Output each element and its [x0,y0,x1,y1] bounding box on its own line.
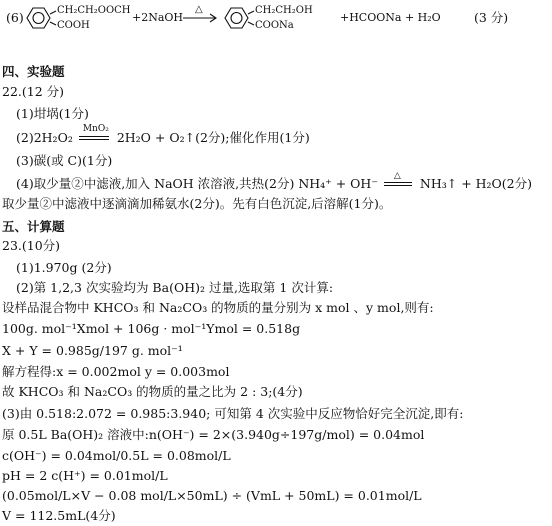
benzene-ring-reactant [27,8,56,28]
q22-l2-pre: (2)2H₂O₂ [16,130,73,145]
q22-l4-condition: △ [393,171,401,181]
q22-header: 22.(12 分) [2,84,65,99]
q22-l2-catalyst-arrow [77,124,113,146]
q23-line: 设样品混合物中 KHCO₃ 和 Na₂CO₃ 的物质的量分别为 x mol 、y mol,则有: [2,300,434,315]
q23-line: (3)由 0.518:2.072 = 0.985:3.940; 可知第 4 次实验中反应物恰好完全沉淀,即有: [2,406,464,421]
q6-reactant-sub2: COOH [57,20,90,31]
q22-line-2 [16,124,310,146]
q6-score: (3 分) [474,10,509,25]
q6-equation [0,0,552,40]
q23-line: (0.05mol/L×V − 0.08 mol/L×50mL) ÷ (VmL + 50mL) = 0.01mol/L [2,488,422,503]
q23-line: 原 0.5L Ba(OH)₂ 溶液中:n(OH⁻) = 2×(3.940g÷197g/mol) = 0.04mol [2,427,425,442]
q23-line: (1)1.970g (2分) [16,260,112,275]
q23-line: 100g. mol⁻¹Xmol + 106g · mol⁻¹Ymol = 0.518g [2,321,301,336]
q22-line-1: (1)坩埚(1分) [16,106,89,121]
q22-l4-condition-arrow [382,171,416,192]
q22-l2-catalyst: MnO₂ [82,124,109,134]
q6-condition: △ [195,4,203,15]
q23-line: V = 112.5mL(4分) [2,508,116,523]
section-5-heading: 五、计算题 [2,219,65,234]
q22-l4-pre: (4)取少量②中滤液,加入 NaOH 浓溶液,共热(2分) NH₄⁺ + OH⁻ [16,176,378,191]
q23-header: 23.(10分) [2,238,61,253]
q22-l4-post: NH₃↑ + H₂O(2分) [419,176,533,191]
q6-reactant-sub1: CH₂CH₂OOCH [57,5,131,16]
q23-line: (2)第 1,2,3 次实验均为 Ba(OH)₂ 过量,选取第 1 次计算: [16,280,334,295]
q6-others: +HCOONa + H₂O [340,11,441,24]
q22-line-5: 取少量②中滤液中逐滴滴加稀氨水(2分)。先有白色沉淀,后溶解(1分)。 [2,196,392,211]
q6-product-sub1: CH₂CH₂OH [255,5,313,16]
q6-number: (6) [6,10,24,25]
q22-line-3: (3)碳(或 C)(1分) [16,153,113,168]
q23-line: c(OH⁻) = 0.04mol/0.5L = 0.08mol/L [2,448,231,463]
q23-line: 解方程得:x = 0.002mol y = 0.003mol [2,364,230,379]
benzene-ring-product [225,8,254,28]
q23-line: pH = 2 c(H⁺) = 0.01mol/L [2,468,168,483]
section-4-heading: 四、实验题 [2,64,65,79]
q6-product-sub2: COONa [255,20,294,31]
q22-l2-post: 2H₂O + O₂↑(2分);催化作用(1分) [116,130,310,145]
q6-reagent: +2NaOH [132,11,184,24]
q23-line: X + Y = 0.985g/197 g. mol⁻¹ [2,343,183,358]
q22-line-4 [16,171,533,192]
q23-line: 故 KHCO₃ 和 Na₂CO₃ 的物质的量之比为 2 : 3;(4分) [2,384,303,399]
reaction-arrow [183,14,216,22]
